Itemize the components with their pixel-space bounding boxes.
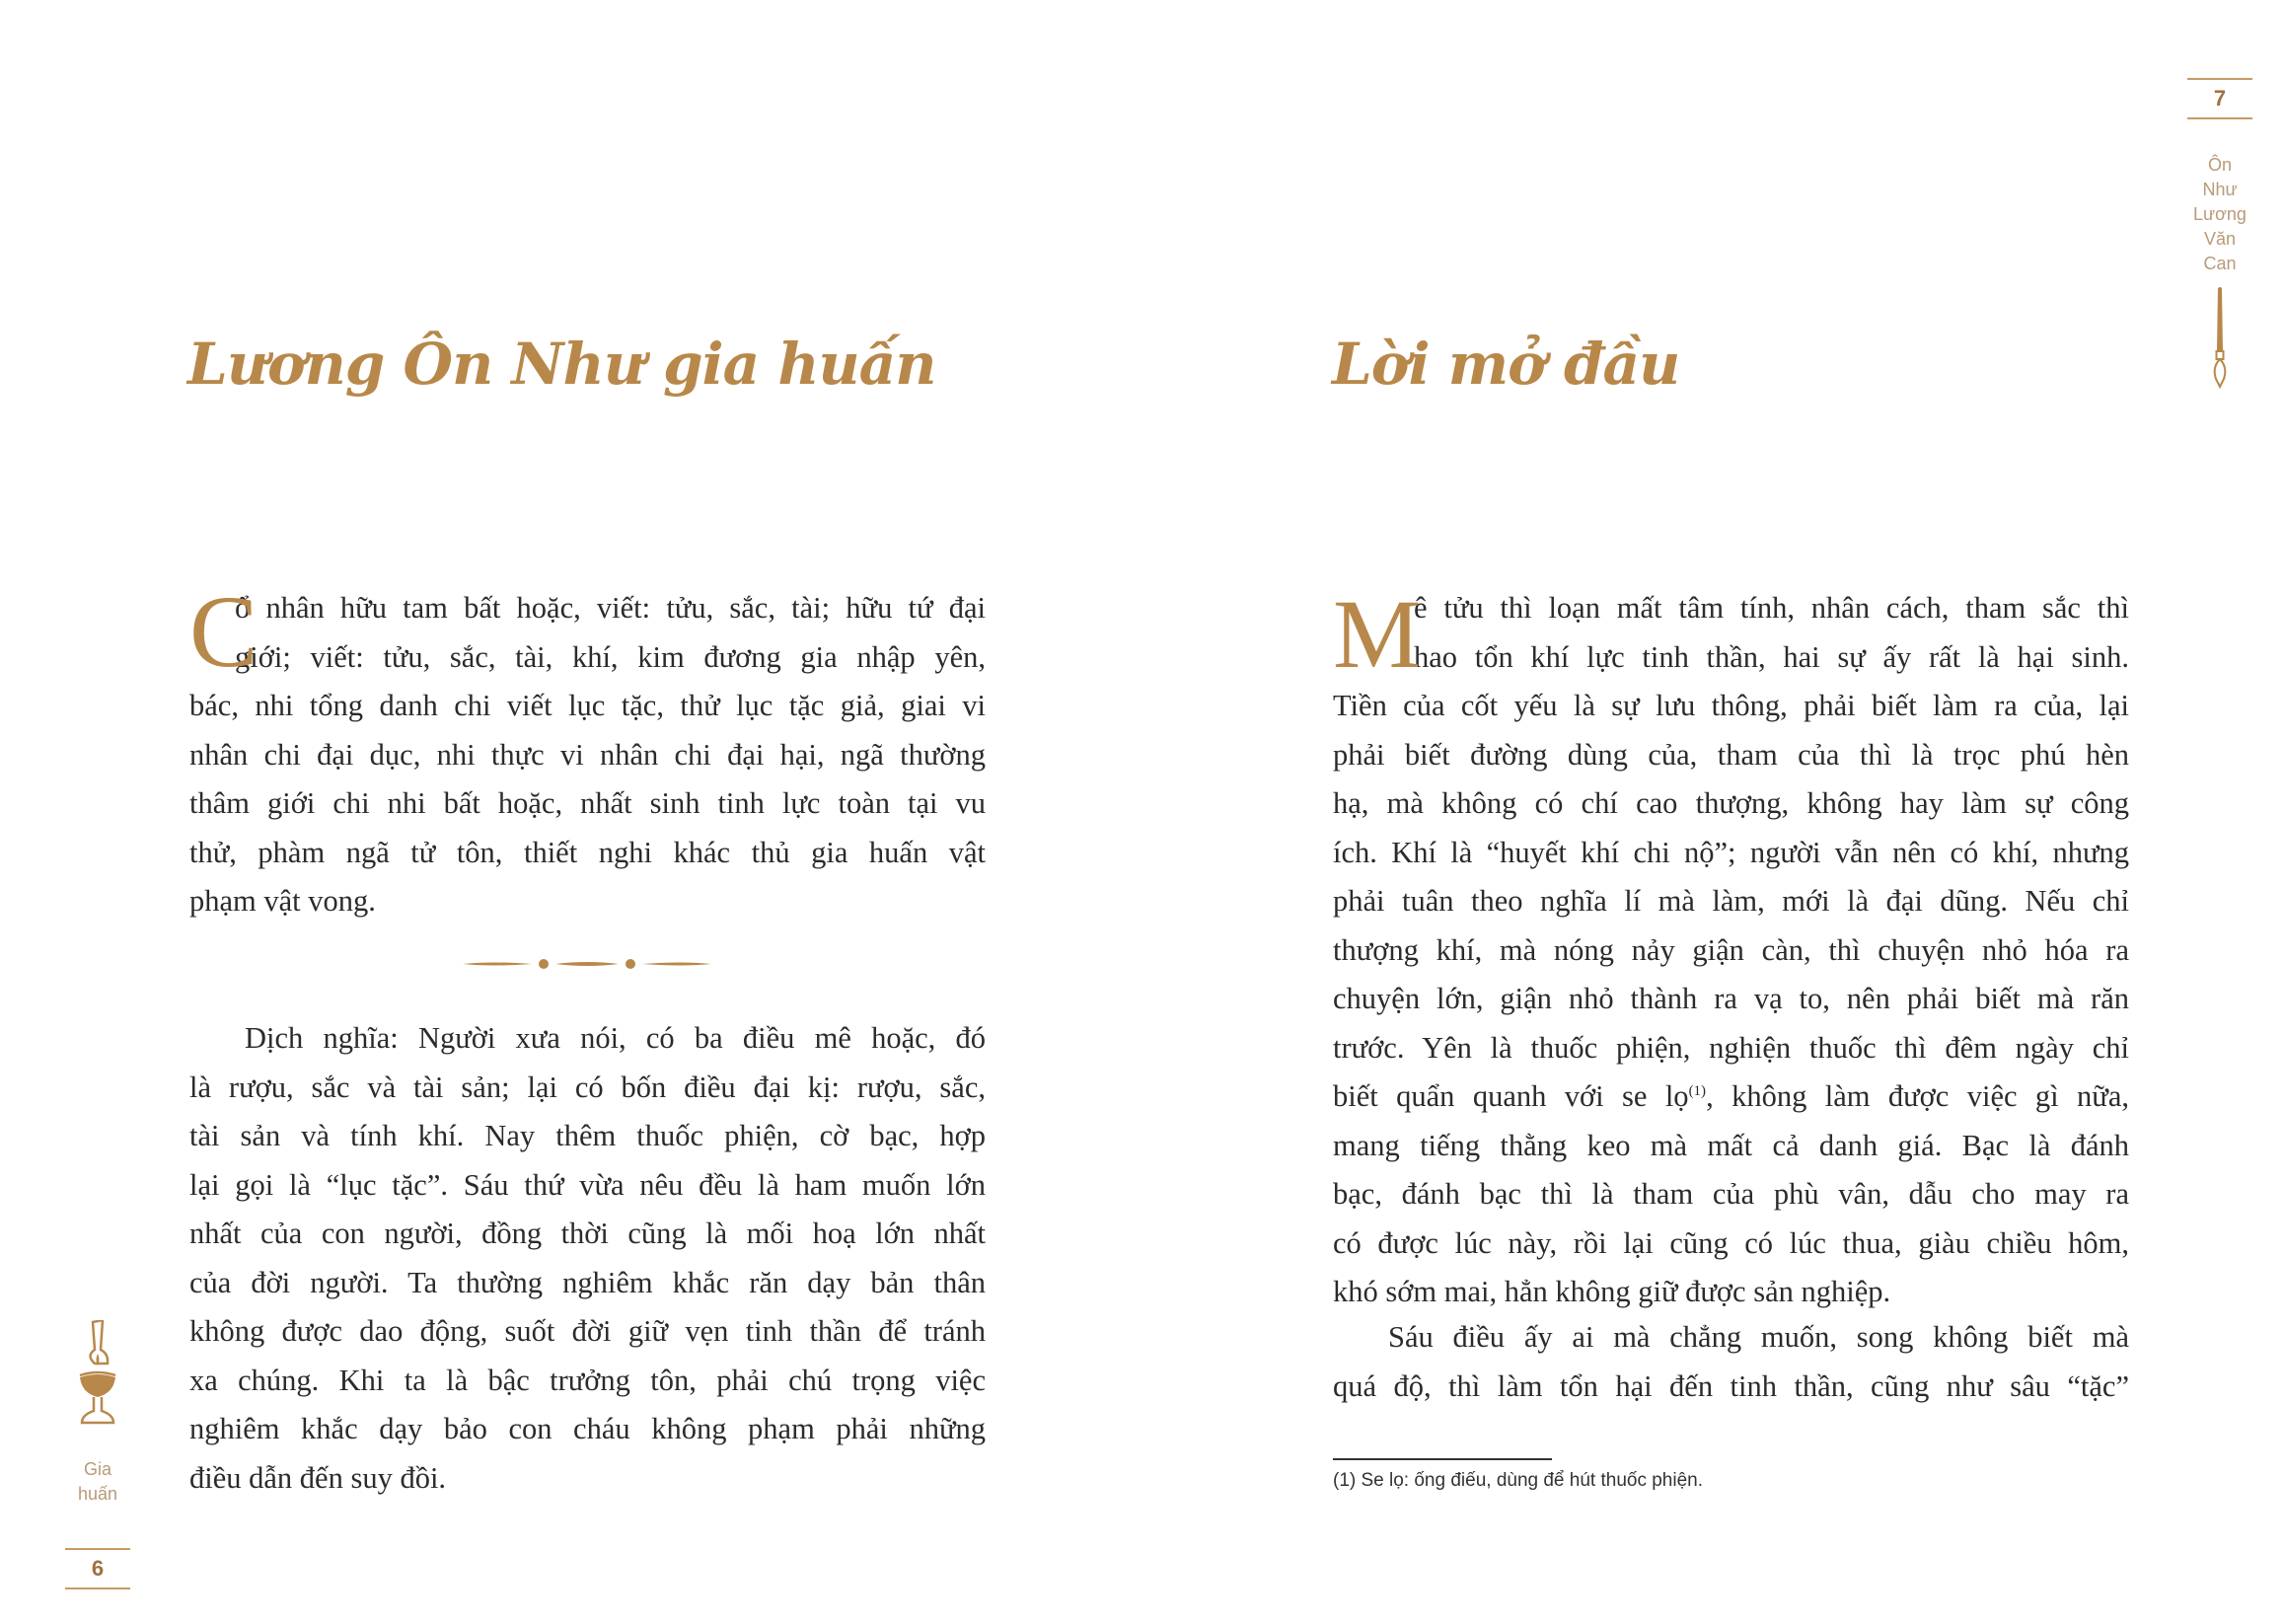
right-paragraph-1: [1333, 579, 2129, 1317]
margin-label-line: Can: [2203, 254, 2237, 273]
text-line: có được lúc này, rồi lại cũng có lúc thua, giàu chiều hôm,: [1333, 1225, 2129, 1260]
margin-label-line: Ôn: [2207, 155, 2232, 175]
text-line: nhất của con người, đồng thời cũng là mối hoạ lớn nhất: [189, 1217, 986, 1250]
text-line: trước. Yên là thuốc phiện, nghiện thuốc thì đêm ngày chỉ: [1333, 1030, 2129, 1065]
text-line: tài sản và tính khí. Nay thêm thuốc phiện, cờ bạc, hợp: [189, 1119, 986, 1152]
text-line: quá độ, thì làm tổn hại đến tinh thần, cũng như sâu “tặc”: [1333, 1368, 2129, 1403]
text-line: [1333, 1072, 2129, 1122]
text-line: xa chúng. Khi ta là bậc trưởng tôn, phải chú trọng việc: [189, 1363, 986, 1397]
right-paragraph-2: [1333, 1313, 2129, 1411]
left-margin: [65, 1320, 130, 1589]
text-line: Tiền của cốt yếu là sự lưu thông, phải biết làm ra của, lại: [1333, 689, 2129, 722]
text-line: ích. Khí là “huyết khí chi nộ”; người vẫn nên có khí, nhưng: [1333, 835, 2129, 869]
text-line: giới; viết: tửu, sắc, tài, khí, kim đương gia nhập yên,: [235, 639, 986, 674]
text-fragment: biết quẩn quanh với se lọ: [1333, 1079, 1689, 1113]
footnote: (1) Se lọ: ống điếu, dùng để hút thuốc phiện.: [1333, 1470, 1703, 1491]
text-line: điều dẫn đến suy đồi.: [189, 1460, 447, 1495]
text-line: thử, phàm ngã tử tôn, thiết nghi khác thủ gia huấn vật: [189, 835, 986, 869]
text-line: phải biết đường dùng của, tham của thì là trọc phú hèn: [1333, 737, 2129, 772]
text-line: bạc, đánh bạc thì là tham của phù vân, dẫu cho may ra: [1333, 1177, 2129, 1211]
margin-label-line: Như: [2202, 180, 2238, 199]
oil-lamp-icon: [76, 1320, 119, 1429]
text-line: thâm giới chi nhi bất hoặc, nhất sinh tinh lực toàn tại vu: [189, 786, 986, 820]
left-paragraph-1: [189, 575, 986, 926]
text-line: không được dao động, suốt đời giữ vẹn tinh thần để tránh: [189, 1314, 986, 1348]
text-fragment: , không làm được việc gì nữa,: [1706, 1079, 2129, 1113]
text-line: thượng khí, mà nóng nảy giận càn, thì chuyện nhỏ hóa ra: [1333, 932, 2129, 967]
text-line: ổ nhân hữu tam bất hoặc, viết: tửu, sắc, tài; hữu tứ đại: [235, 591, 986, 625]
drop-cap: M: [1333, 579, 1421, 689]
margin-label-line: Văn: [2203, 229, 2237, 249]
text-line: nghiêm khắc dạy bảo con cháu không phạm phải những: [189, 1412, 986, 1445]
footnote-reference[interactable]: (1): [1688, 1082, 1707, 1099]
text-line: Sáu điều ấy ai mà chẳng muốn, song không biết mà: [1388, 1320, 2129, 1354]
margin-label-line: huấn: [77, 1484, 118, 1504]
page-number: 6: [91, 1556, 105, 1581]
drop-cap: C: [189, 575, 258, 689]
left-page-title: Lương Ôn Như gia huấn: [187, 331, 936, 398]
text-line: khó sớm mai, hẳn không giữ được sản nghiệp.: [1333, 1275, 1891, 1308]
text-line: Dịch nghĩa: Người xưa nói, có ba điều mê hoặc, đó: [245, 1021, 986, 1055]
text-line: hạ, mà không có chí cao thượng, không hay làm sự công: [1333, 786, 2129, 820]
left-paragraph-2: [189, 1014, 986, 1503]
text-line: mang tiếng thằng keo mà mất cả danh giá. Bạc là đánh: [1333, 1128, 2129, 1162]
page-number-rule: [65, 1587, 130, 1589]
right-page-title: Lời mở đầu: [1332, 331, 1680, 398]
brush-icon: [2210, 286, 2230, 389]
ornament-divider: [463, 954, 711, 974]
text-line: hao tổn khí lực tinh thần, hai sự ấy rất là hại sinh.: [1414, 639, 2129, 674]
text-line: là rượu, sắc và tài sản; lại có bốn điều đại kị: rượu, sắc,: [189, 1070, 986, 1104]
text-line: ê tửu thì loạn mất tâm tính, nhân cách, tham sắc thì: [1414, 591, 2129, 625]
text-line: chuyện lớn, giận nhỏ thành ra vạ to, nên phải biết mà răn: [1333, 982, 2129, 1015]
footnote-rule: [1333, 1458, 1552, 1460]
margin-label-line: Gia: [83, 1459, 111, 1479]
text-line: nhân chi đại dục, nhi thực vi nhân chi đại hại, ngã thường: [189, 737, 986, 772]
right-margin: [2187, 78, 2252, 394]
page-number: 7: [2213, 86, 2227, 111]
text-line: phạm vật vong.: [189, 884, 376, 918]
margin-label-line: Lương: [2193, 204, 2247, 224]
text-line: phải tuân theo nghĩa lí mà làm, mới là đại dũng. Nếu chỉ: [1333, 884, 2129, 918]
text-line: của đời người. Ta thường nghiêm khắc răn dạy bản thân: [189, 1265, 986, 1299]
text-line: bác, nhi tổng danh chi viết lục tặc, thử lục tặc giả, giai vi: [189, 689, 986, 722]
text-line: lại gọi là “lục tặc”. Sáu thứ vừa nêu đều là ham muốn lớn: [189, 1167, 986, 1202]
